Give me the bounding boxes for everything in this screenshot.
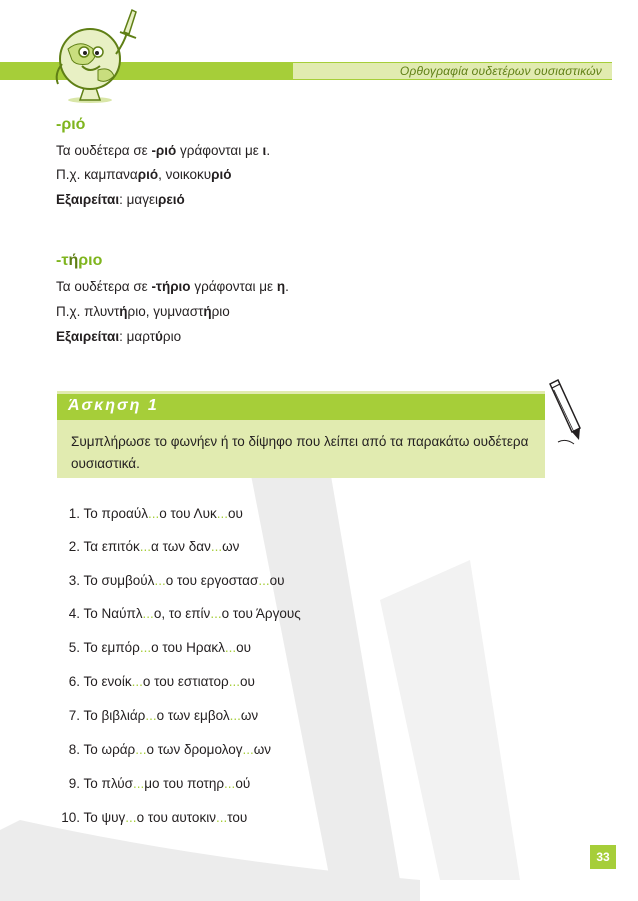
exercise-item: 5. Το εμπόρ...ο του Ηρακλ...ου — [68, 640, 252, 655]
exercise-item: 4. Το Ναύπλ...ο, το επίν...ο του Άργους — [68, 606, 301, 621]
exercise-item: 10. Το ψυγ...ο του αυτοκιν...του — [61, 810, 248, 825]
blank-dots[interactable]: ... — [210, 539, 223, 554]
blank-dots[interactable]: ... — [125, 810, 137, 825]
blank-dots[interactable]: ... — [224, 776, 236, 791]
blank-dots[interactable]: ... — [242, 742, 254, 757]
blank-dots[interactable]: ... — [154, 573, 166, 588]
blank-dots[interactable]: ... — [131, 674, 143, 689]
blank-dots[interactable]: ... — [139, 539, 152, 554]
exercise-item: 6. Το ενοίκ...ο του εστιατορ...ου — [68, 674, 255, 689]
exercise-item: 9. Το πλύσ...μο του ποτηρ...ού — [68, 776, 251, 791]
blank-dots[interactable]: ... — [224, 640, 237, 655]
exercise-item: 7. Το βιβλιάρ...ο των εμβολ...ων — [68, 708, 259, 723]
section-tirio-rule: Τα ουδέτερα σε -τήριο γράφονται με η. — [56, 279, 289, 294]
blank-dots[interactable]: ... — [229, 708, 241, 723]
pencil-icon — [544, 378, 584, 448]
section-rio-example: Π.χ. καμπαναριό, νοικοκυριό — [56, 167, 232, 182]
blank-dots[interactable]: ... — [210, 606, 222, 621]
exercise-item: 1. Το προαύλ...ο του Λυκ...ου — [68, 506, 243, 521]
blank-dots[interactable]: ... — [147, 506, 160, 521]
section-tirio-exception: Εξαιρείται: μαρτύριο — [56, 329, 182, 344]
blank-dots[interactable]: ... — [142, 606, 154, 621]
blank-dots[interactable]: ... — [216, 506, 228, 521]
blank-dots[interactable]: ... — [228, 674, 240, 689]
header-title: Ορθογραφία ουδετέρων ουσιαστικών — [292, 62, 612, 80]
page-number: 33 — [590, 845, 616, 869]
blank-dots[interactable]: ... — [215, 810, 228, 825]
blank-dots[interactable]: ... — [258, 573, 270, 588]
blank-dots[interactable]: ... — [145, 708, 157, 723]
exercise-instruction: Συμπλήρωσε το φωνήεν ή το δίψηφο που λείπει από τα παρακάτω ουδέτερα ουσιαστικά. — [71, 434, 529, 471]
exercise-item: 2. Τα επιτόκ...α των δαν...ων — [68, 539, 240, 554]
exercise-item: 3. Το συμβούλ...ο του εργοστασ...ου — [68, 573, 285, 588]
exercise-title: Άσκηση 1 — [68, 397, 159, 414]
blank-dots[interactable]: ... — [139, 640, 152, 655]
section-rio-exception: Εξαιρείται: μαγειρειό — [56, 192, 185, 207]
blank-dots[interactable]: ... — [135, 742, 147, 757]
section-rio-title: -ριό — [56, 116, 86, 133]
blank-dots[interactable]: ... — [133, 776, 145, 791]
section-tirio-example: Π.χ. πλυντήριο, γυμναστήριο — [56, 304, 230, 319]
globe-mascot-icon — [40, 4, 150, 104]
section-rio-rule: Τα ουδέτερα σε -ριό γράφονται με ι. — [56, 143, 271, 158]
section-tirio-title: -τήριο — [56, 252, 103, 269]
exercise-item: 8. Το ωράρ...ο των δρομολογ...ων — [68, 742, 272, 757]
